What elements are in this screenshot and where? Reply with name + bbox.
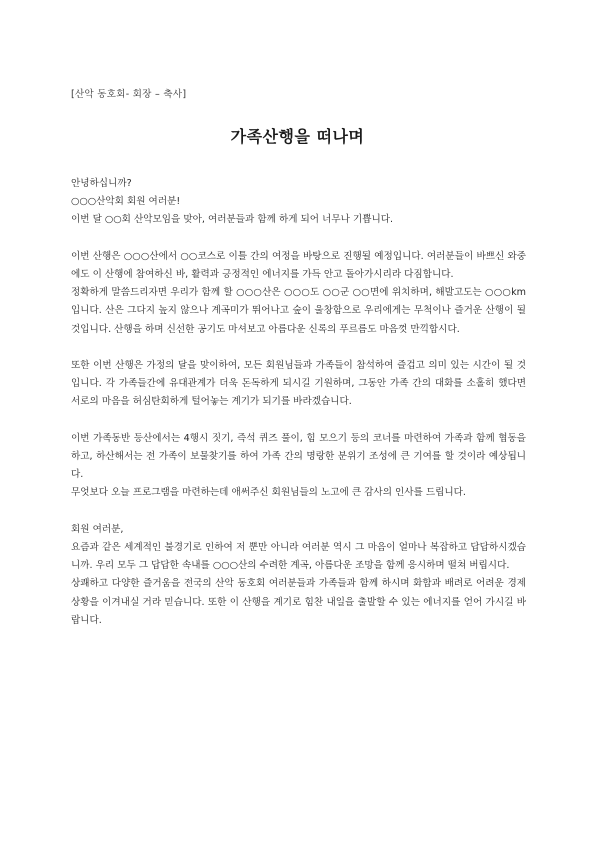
- greeting-line: 안녕하십니까?: [71, 178, 132, 189]
- paragraph-spacer: [71, 412, 526, 430]
- header-tag: [산악 동호회- 회장 – 축사]: [71, 89, 187, 100]
- intro-paragraph: 이번 달 ○○회 산악모임을 맞아, 여러분들과 함께 하게 되어 너무나 기쁩니다.: [71, 214, 394, 226]
- paragraph-spacer: [71, 339, 526, 357]
- closing-paragraph: 상쾌하고 다양한 즐거움을 전국의 산악 동호회 여러분들과 가족들과 함께 하시며 화합과 배려로 어려운 경제상황을 이겨내실 거라 믿습니다. 또한 이 산행을 계기로 힘찬 내일을 출발할 수 있는 에너지를 얻어 가시길 바랍니다.: [71, 578, 526, 626]
- document-body: [71, 175, 526, 630]
- body-paragraph: 이번 가족동반 등산에서는 4행시 짓기, 즉석 퀴즈 풀이, 힘 모으기 등의 코너를 마련하여 가족과 함께 협동을 하고, 하산해서는 전 가족이 보물찾기를 하여 가족 간의 명랑한 분위기 조성에 큰 기여를 할 것이라 예상됩니다.: [71, 432, 526, 481]
- body-paragraph: 정확하게 말씀드리자면 우리가 함께 할 ○○○산은 ○○○도 ○○군 ○○면에 위치하며, 해발고도는 ○○○km입니다. 산은 그다지 높지 않으나 계곡미가 뛰어나고 숲이 울창함으로 우리에게는 무척이나 즐거운 산행이 될 것입니다. 산행을 하며 신선한 공기도 마셔보고 아름다운 신록의 푸르름도 마음껏 만끽합시다.: [71, 287, 526, 335]
- paragraph-spacer: [71, 230, 526, 248]
- body-paragraph: 요즘과 같은 세계적인 불경기로 인하여 저 뿐만 아니라 여러분 역시 그 마음이 얼마나 복잡하고 답답하시겠습니까. 우리 모두 그 답답한 속내를 ○○○산의 수려한 계곡, 아름다운 조망을 함께 응시하며 떨쳐 버립시다.: [71, 542, 526, 572]
- address-line: 회원 여러분,: [71, 523, 124, 535]
- paragraph-spacer: [71, 503, 526, 521]
- body-paragraph: 이번 산행은 ○○○산에서 ○○코스로 이틀 간의 여정을 바탕으로 진행될 예정입니다. 여러분들이 바쁘신 와중에도 이 산행에 참여하신 바, 활력과 긍정적인 에너지를 가득 안고 돌아가시리라 다짐합니다.: [71, 250, 526, 280]
- body-paragraph: 무엇보다 오늘 프로그램을 마련하는데 애써주신 회원님들의 노고에 큰 감사의 인사를 드립니다.: [71, 487, 466, 499]
- salutation-line: ○○○산악회 회원 여러분!: [71, 196, 181, 208]
- body-paragraph: 또한 이번 산행은 가정의 달을 맞이하여, 모든 회원님들과 가족들이 참석하여 즐겁고 의미 있는 시간이 될 것입니다. 각 가족들간에 유대관계가 더욱 돈독하게 되시길 기원하며, 그동안 가족 간의 대화를 소홀히 했다면 서로의 마음을 허심탄회하게 털어놓는 계기가 되기를 바라겠습니다.: [71, 360, 526, 408]
- page-title: 가족산행을 떠나며: [230, 127, 365, 146]
